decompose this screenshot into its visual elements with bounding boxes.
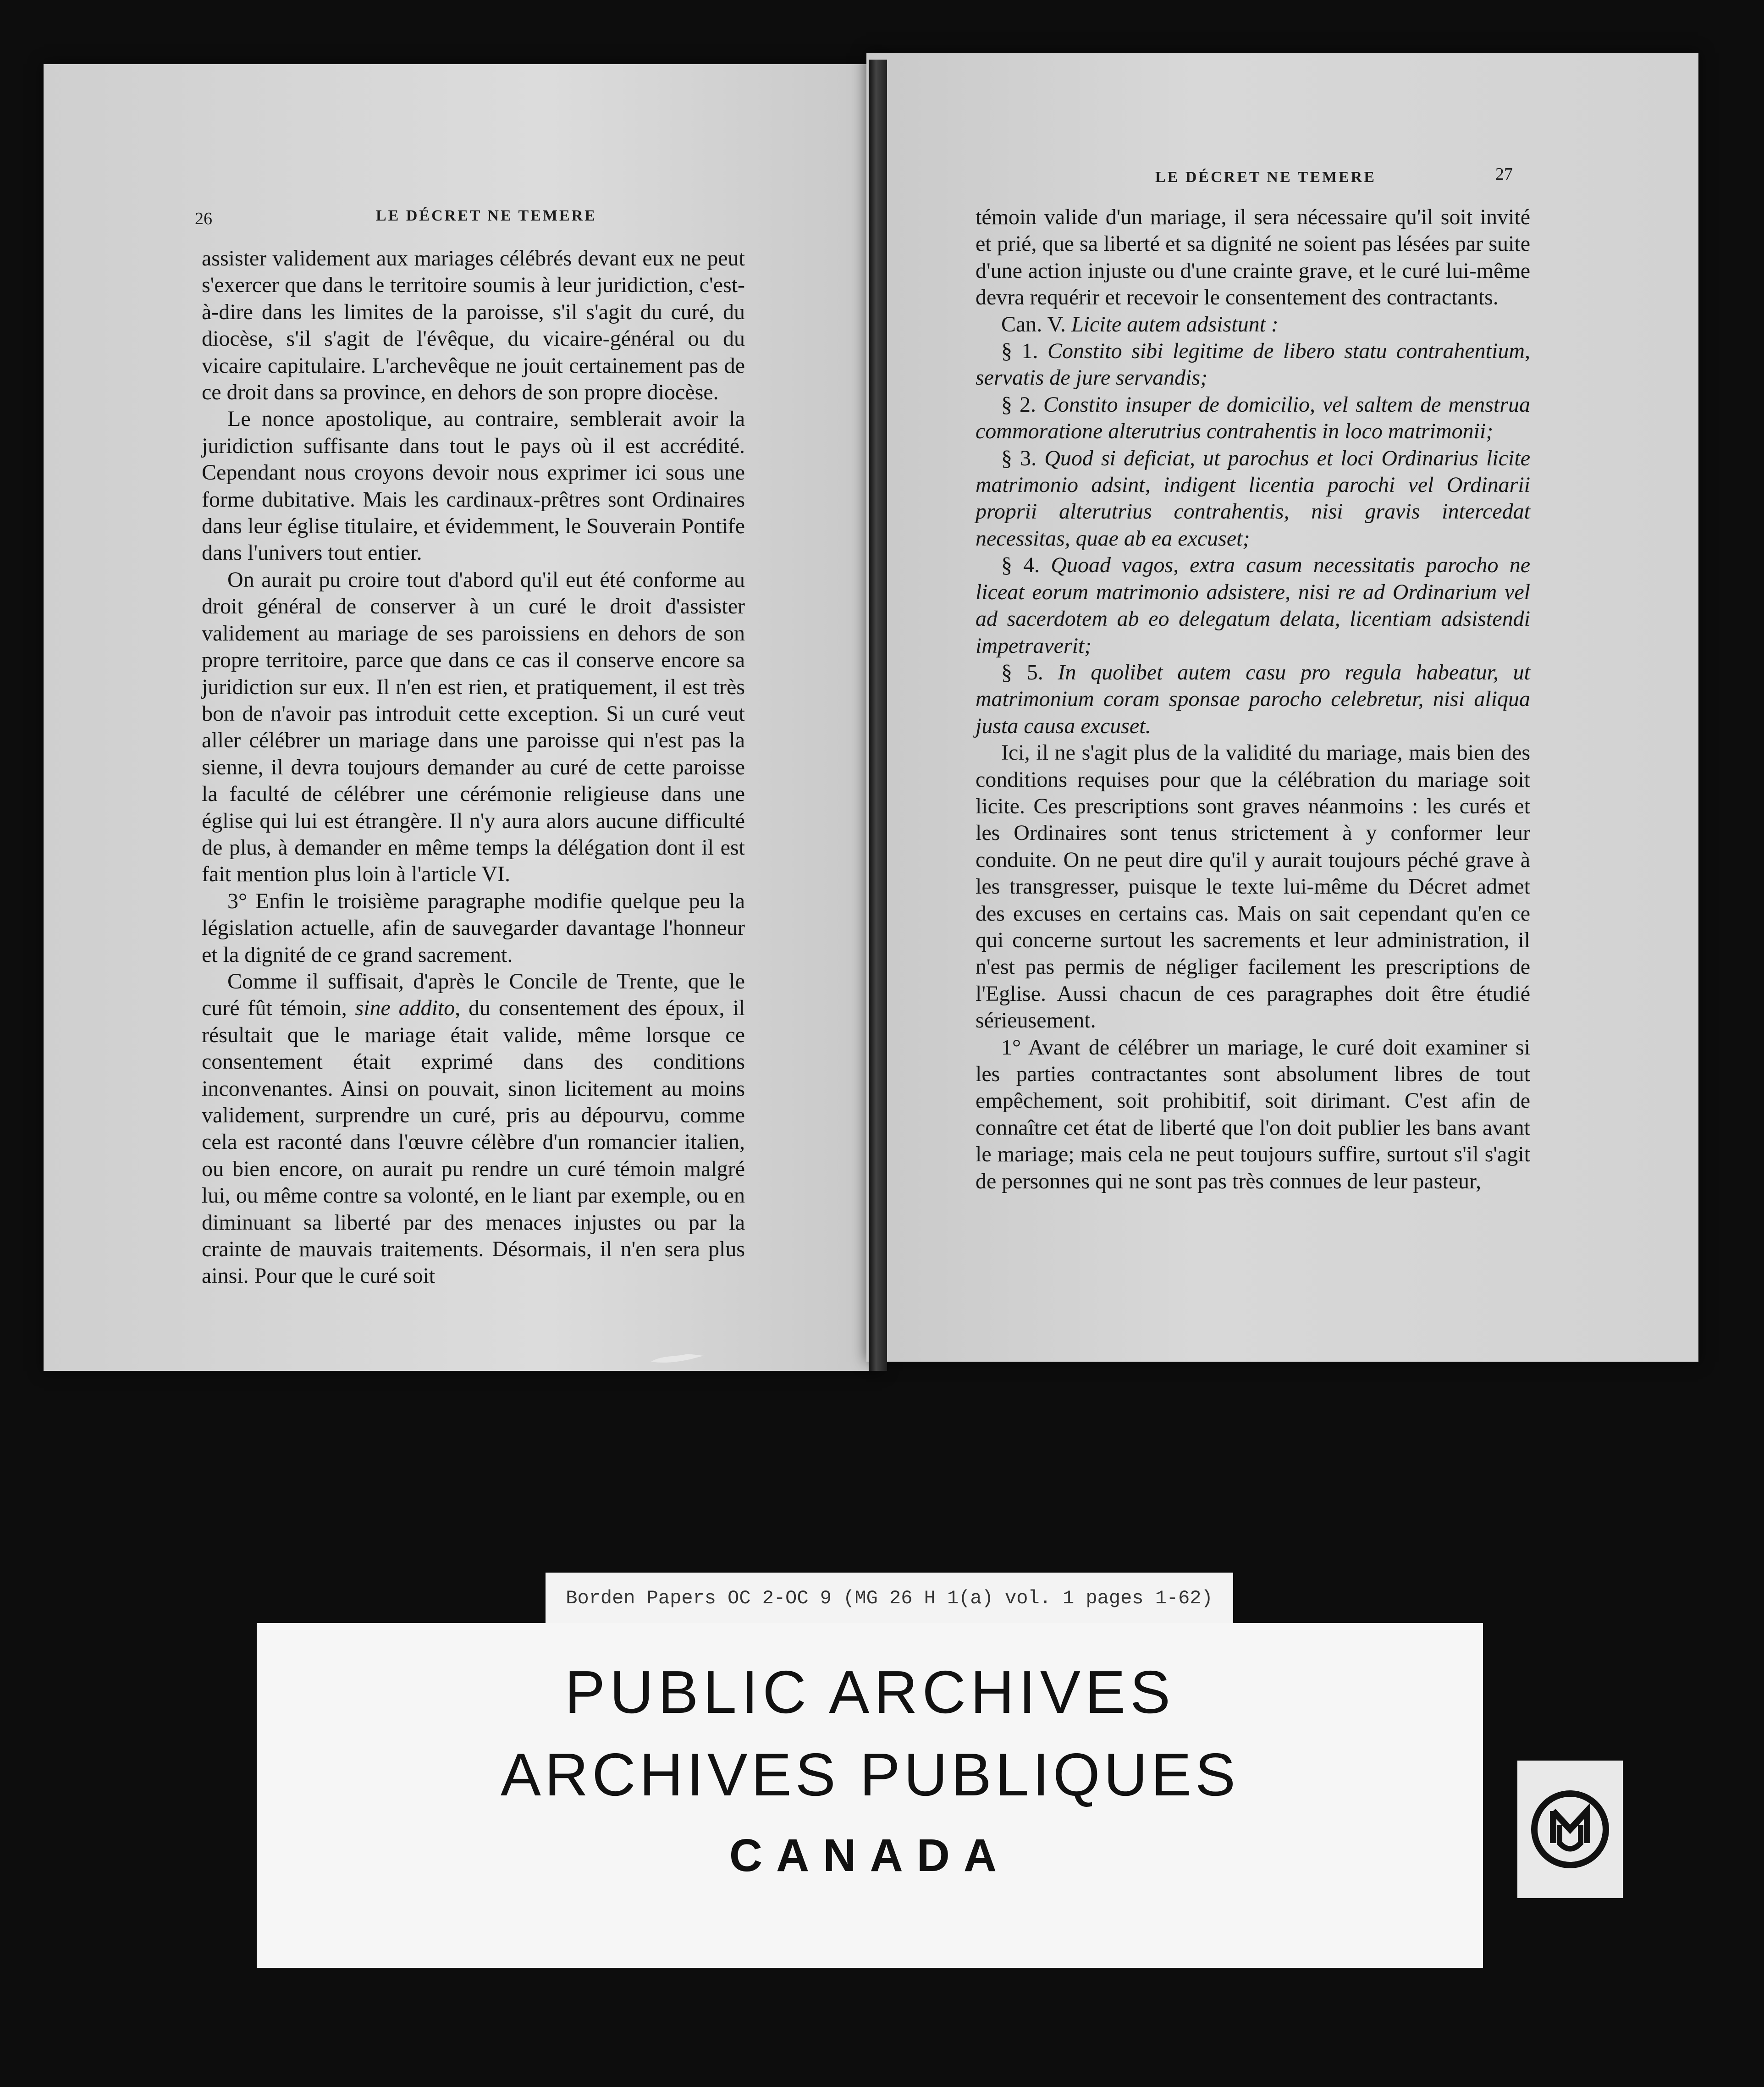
microfilm-logo-icon [1517,1761,1623,1898]
book-gutter [869,60,887,1371]
section-1-text: Constito sibi legitime de libero statu contrahentium, servatis de jure servandis; [976,339,1531,390]
reference-strip: Borden Papers OC 2-OC 9 (MG 26 H 1(a) vol. 1 pages 1-62) [546,1573,1233,1624]
section-4-text: Quoad vagos, extra casum necessitatis parocho ne liceat eorum matrimonio adsistere, nisi re ad Ordinarium vel ad sacerdotem ab eo delegatum delata, licentiam adsistendi impetraverit; [976,553,1531,658]
right-page-number: 27 [1495,165,1513,184]
section-2 [976,392,1530,445]
paper-scrap-mark [649,1346,708,1369]
canon-heading [976,311,1530,338]
left-running-head: LE DÉCRET NE TEMERE [376,207,597,224]
section-3-text: Quod si deficiat, ut parochus et loci Ordinarius licite matrimonio adsint, indigent licentia parochi vel Ordinarii proprii alterutrius contrahentis, nisi gravis intercedat necessitas, quae ab ea excuset; [976,446,1531,551]
left-paragraph-5-end: , du consentement des époux, il résultait que le mariage était valide, même lorsque ce consentement était exprimé dans des conditions inconvenantes. Ainsi on pouvait, sinon licitement au moins validement, surprendre un curé, pris au dépourvu, comme cela est raconté dans l'œuvre célèbre d'un romancier italien, ou bien encore, on aurait pu rendre un curé témoin malgré lui, ou même contre sa volonté, en le liant par exemple, ou en diminuant sa liberté par des menaces injustes ou par la crainte de mauvais traitements. Désormais, il n'en sera plus ainsi. Pour que le curé soit [202,996,745,1288]
card-title-french: ARCHIVES PUBLIQUES [500,1741,1240,1808]
right-page-text [976,204,1530,1195]
section-5-number: § 5. [1001,660,1058,685]
left-paragraph-3: On aurait pu croire tout d'abord qu'il eut été conforme au droit général de conserver à un curé le droit d'assister validement au mariage de ses paroissiens en dehors de son propre territoire, parce que dans ce cas il conserve encore sa juridiction sur eux. Il n'en est rien, et pratiquement, il est très bon de n'avoir pas introduit cette exception. Si un curé veut aller célébrer un mariage dans une paroisse qui n'est pas la sienne, il devra toujours demander au curé de cette paroisse la faculté de célébrer une cérémonie religieuse dans une église qui lui est étrangère. Il n'y aura alors aucune difficulté de plus, à demander en même temps la délégation dont il est fait mention plus loin à l'article VI. [202,567,745,887]
right-paragraph-1: témoin valide d'un mariage, il sera nécessaire qu'il soit invité et prié, que sa liberté et sa dignité ne soient pas lésées par suite d'une action injuste ou d'une crainte grave, et le curé lui-même devra requérir et recevoir le consentement des contractants. [976,205,1530,310]
section-3 [976,445,1530,552]
card-title-english: PUBLIC ARCHIVES [564,1658,1175,1726]
section-1 [976,338,1530,392]
latin-phrase: sine addito [355,996,455,1021]
left-paragraph-4: 3° Enfin le troisième paragraphe modifie quelque peu la législation actuelle, afin de sauvegarder davantage l'honneur et la dignité de ce grand sacrement. [202,889,745,967]
canon-title: Licite autem adsistunt : [1071,312,1279,337]
section-5 [976,659,1530,740]
section-5-text: In quolibet autem casu pro regula habeatur, ut matrimonium coram sponsae parocho celebretur, nisi aliqua justa causa excuset. [976,660,1531,738]
canon-prefix: Can. V. [1001,312,1071,337]
left-page-number: 26 [195,209,212,228]
right-paragraph-3: 1° Avant de célébrer un mariage, le curé doit examiner si les parties contractantes sont absolument libres de tout empêchement, soit prohibitif, soit dirimant. C'est afin de connaître cet état de liberté que l'on doit publier les bans avant le mariage; mais cela ne peut toujours suffire, surtout s'il s'agit de personnes qui ne sont pas très connues de leur pasteur, [976,1035,1530,1193]
card-country: CANADA [729,1830,1011,1881]
section-4 [976,552,1530,659]
right-paragraph-2: Ici, il ne s'agit plus de la validité du mariage, mais bien des conditions requises pour que la célébration du mariage soit licite. Ces prescriptions sont graves néanmoins : les curés et les Ordinaires sont tenus strictement à y conformer leur conduite. On ne peut dire qu'il y aurait toujours péché grave à les transgresser, puisque le texte lui-même du Décret admet des excuses en certains cas. Mais on sait cependant qu'en ce qui concerne surtout les sacrements et leur administration, il n'est pas permis de négliger facilement les prescriptions de l'Eglise. Aussi chacun de ces paragraphes doit être étudié sérieusement. [976,740,1530,1033]
left-paragraph-2: Le nonce apostolique, au contraire, semblerait avoir la juridiction suffisante dans tout le pays où il est accrédité. Cependant nous croyons devoir nous exprimer ici sous une forme dubitative. Mais les cardinaux-prêtres sont Ordinaires dans leur église titulaire, et évidemment, le Souverain Pontife dans l'univers tout entier. [202,407,745,565]
right-running-head: LE DÉCRET NE TEMERE [1155,169,1376,186]
archive-card [257,1623,1483,1968]
left-paragraph-5 [202,968,745,1290]
left-paragraph-1: assister validement aux mariages célébrés devant eux ne peut s'exercer que dans le territoire soumis à leur juridiction, c'est-à-dire dans les limites de la paroisse, s'il s'agit du curé, du diocèse, s'il s'agit de l'évêque, du vicaire-général ou du vicaire capitulaire. L'archevêque ne jouit certainement pas de ce droit dans sa province, en dehors de son propre diocèse. [202,246,745,405]
section-2-text: Constito insuper de domicilio, vel saltem de menstrua commoratione alterutrius contrahentis in loco matrimonii; [976,392,1530,444]
section-4-number: § 4. [1001,553,1051,578]
left-page-text [202,245,745,1290]
section-2-number: § 2. [1001,392,1043,417]
left-paragraph-5-start: Comme il suffisait, d'après le Concile de Trente, que le curé fût témoin, [202,969,745,1021]
section-1-number: § 1. [1001,339,1047,364]
section-3-number: § 3. [1001,446,1045,470]
